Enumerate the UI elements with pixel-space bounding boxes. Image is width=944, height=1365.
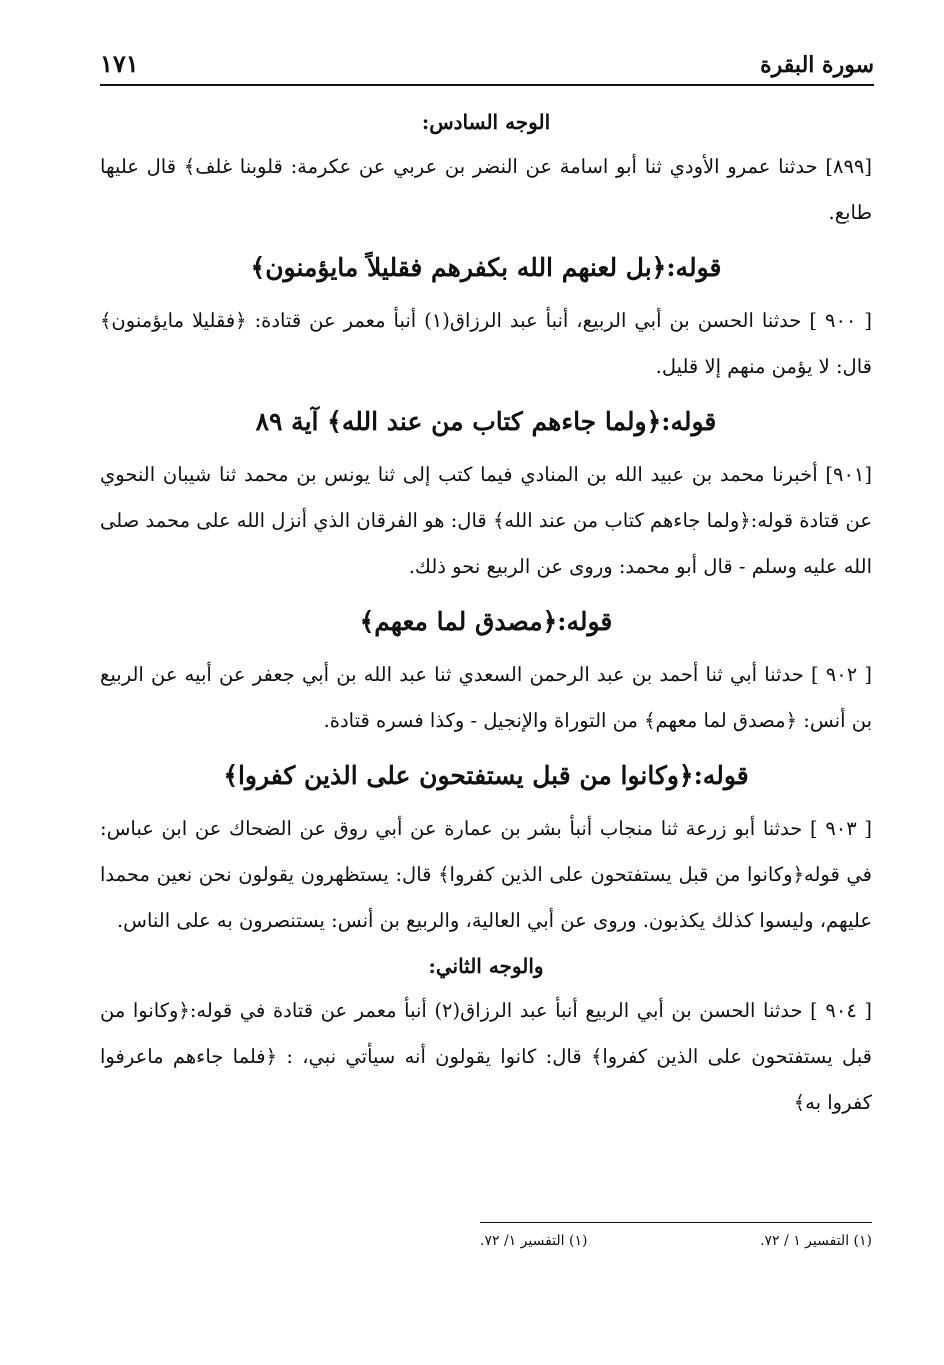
section-subheading: الوجه السادس: — [421, 110, 551, 134]
verse-heading: قوله:﴿مصدق لما معهم﴾ — [359, 607, 613, 636]
verse-heading: قوله:﴿بل لعنهم الله بكفرهم فقليلاً مايؤمنون﴾ — [250, 253, 722, 282]
footnote: (١) التفسير ١ / ٧٢. — [760, 1233, 872, 1249]
narration-paragraph: [٩٠١] أخبرنا محمد بن عبيد الله بن المنادي فيما كتب إلى ثنا يونس بن محمد ثنا شيبان النحوي عن قتادة قوله:﴿ولما جاءهم كتاب من عند الله﴾ قال: هو الفرقان الذي أنزل الله على محمد صلى الله عليه وسلم - قال أبو محمد: وروى عن الربيع نحو ذلك. — [100, 463, 872, 578]
page-header — [100, 38, 874, 86]
page-body — [100, 100, 872, 1130]
verse-heading: قوله:﴿ولما جاءهم كتاب من عند الله﴾ آية ٨٩ — [255, 407, 717, 436]
verse-heading: قوله:﴿وكانوا من قبل يستفتحون على الذين كفروا﴾ — [223, 761, 749, 790]
surah-title: سورة البقرة — [760, 52, 874, 78]
narration-paragraph: [ ٩٠٣ ] حدثنا أبو زرعة ثنا منجاب أنبأ بشر بن عمارة عن أبي روق عن الضحاك عن ابن عباس: في قوله﴿وكانوا من قبل يستفتحون على الذين كفروا﴾ قال: يستظهرون يقولون نحن نعين محمدا عليهم، وليسوا كذلك يكذبون. وروى عن أبي العالية، والربيع بن أنس: يستنصرون به على الناس. — [100, 817, 873, 932]
page-number: ١٧١ — [100, 49, 139, 78]
footnote: (١) التفسير ١/ ٧٢. — [480, 1233, 588, 1249]
narration-paragraph: [٨٩٩] حدثنا عمرو الأودي ثنا أبو اسامة عن النضر بن عربي عن عكرمة: قلوبنا غلف﴾ قال عليها طابع. — [100, 155, 872, 224]
footnotes — [480, 1222, 872, 1249]
narration-paragraph: [ ٩٠٤ ] حدثنا الحسن بن أبي الربيع أنبأ عبد الرزاق(٢) أنبأ معمر عن قتادة في قوله:﴿وكانوا من قبل يستفتحون على الذين كفروا﴾ قال: كانوا يقولون أنه سيأتي نبي، : ﴿فلما جاءهم ماعرفوا كفروا به﴾ — [100, 999, 873, 1114]
section-subheading: والوجه الثاني: — [428, 954, 544, 978]
narration-paragraph: [ ٩٠٢ ] حدثنا أبي ثنا أحمد بن عبد الرحمن السعدي ثنا عبد الله بن أبي جعفر عن أبيه عن الربيع بن أنس: ﴿مصدق لما معهم﴾ من التوراة والإنجيل - وكذا فسره قتادة. — [100, 663, 872, 732]
narration-paragraph: [ ٩٠٠ ] حدثنا الحسن بن أبي الربيع، أنبأ عبد الرزاق(١) أنبأ معمر عن قتادة: ﴿فقليلا مايؤمنون﴾ قال: لا يؤمن منهم إلا قليل. — [100, 309, 872, 378]
